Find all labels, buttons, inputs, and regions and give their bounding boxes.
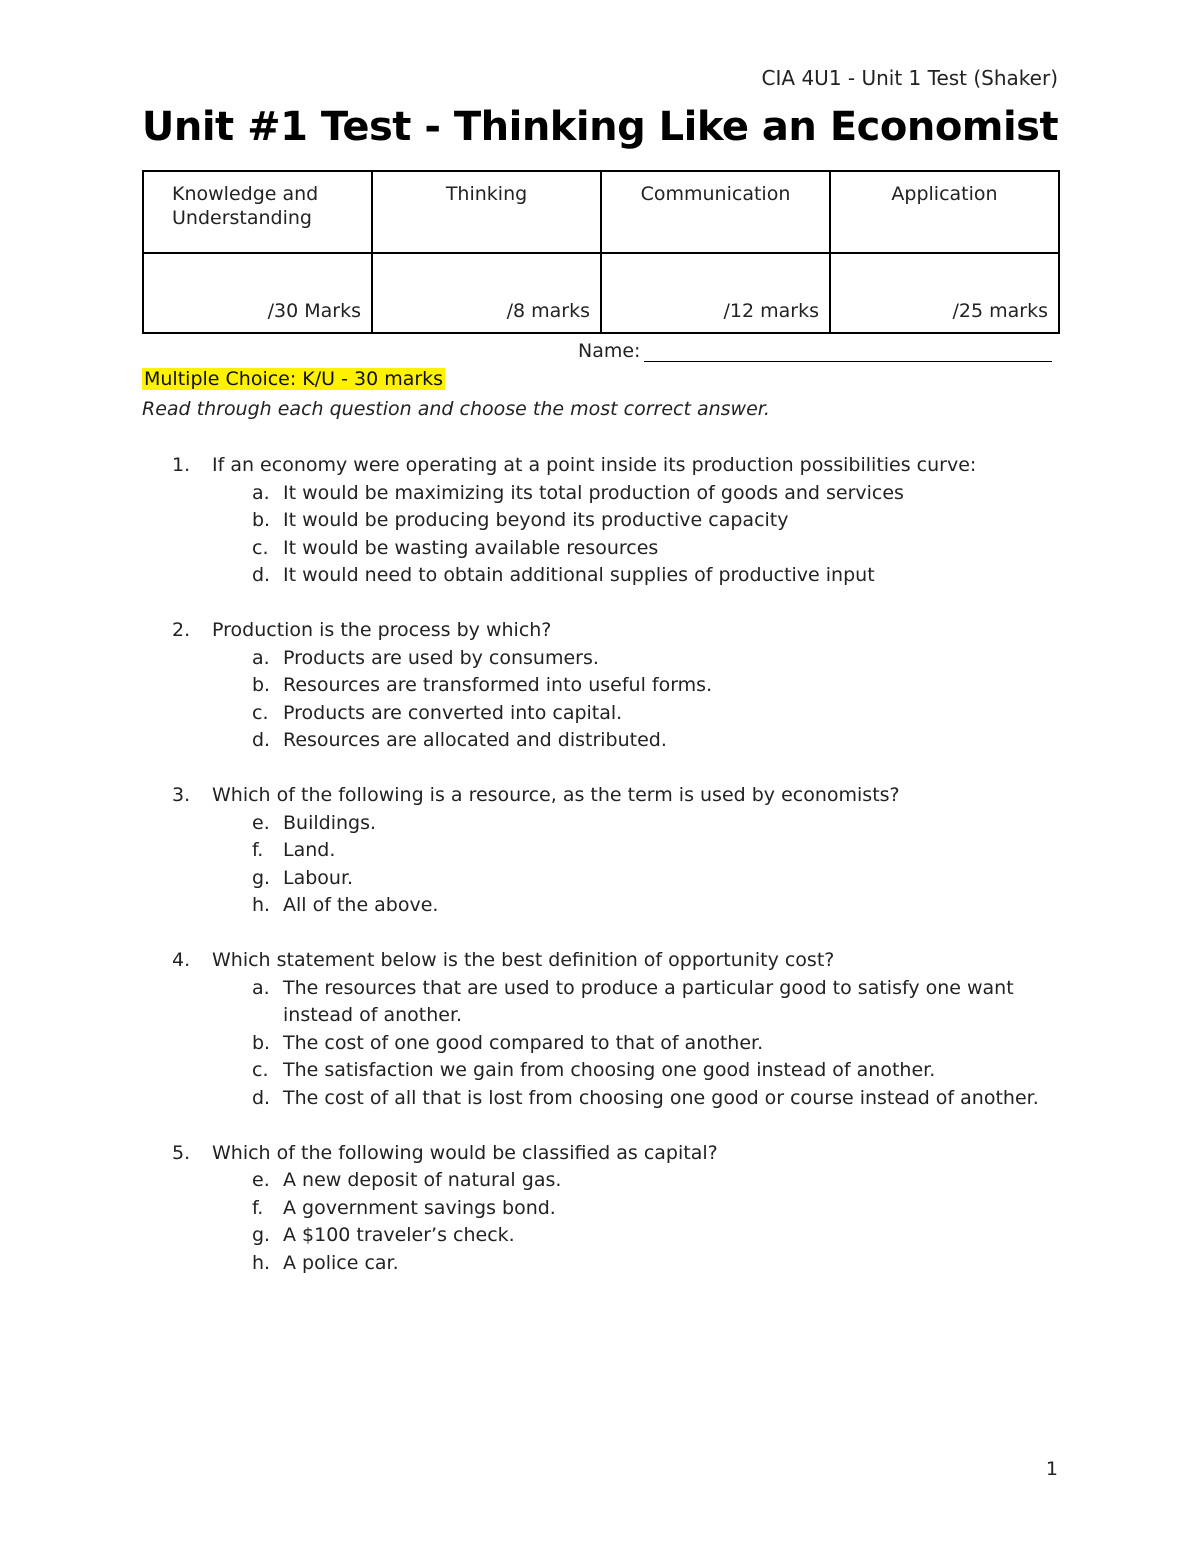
option-text: It would be wasting available resources bbox=[283, 536, 659, 559]
option-letter: d. bbox=[252, 564, 271, 586]
option-text: Land. bbox=[283, 839, 336, 861]
question-text: Which of the following would be classified as capital? bbox=[212, 1141, 718, 1164]
answer-option[interactable] bbox=[142, 672, 1072, 700]
marks-application: /25 marks bbox=[830, 253, 1059, 333]
option-text: It would need to obtain additional supplies of productive input bbox=[283, 564, 875, 586]
name-blank-line[interactable] bbox=[644, 341, 1052, 362]
option-letter: f. bbox=[252, 1196, 264, 1219]
answer-option[interactable] bbox=[142, 1167, 1072, 1195]
page-title: Unit #1 Test - Thinking Like an Economist bbox=[141, 104, 1059, 150]
category-communication: Communication bbox=[601, 171, 830, 253]
answer-option[interactable] bbox=[142, 975, 1072, 1030]
option-letter: b. bbox=[252, 1031, 271, 1054]
option-text: Buildings. bbox=[283, 811, 377, 834]
option-text: It would be producing beyond its productive capacity bbox=[283, 509, 789, 531]
question-item bbox=[142, 617, 1072, 755]
option-text: It would be maximizing its total production of goods and services bbox=[283, 481, 904, 504]
option-letter: a. bbox=[252, 481, 270, 504]
option-text: A new deposit of natural gas. bbox=[283, 1169, 562, 1191]
answer-option[interactable] bbox=[142, 507, 1072, 535]
question-item bbox=[142, 782, 1072, 920]
marks-thinking: /8 marks bbox=[372, 253, 601, 333]
question-text: Which of the following is a resource, as the term is used by economists? bbox=[212, 784, 900, 806]
question-item bbox=[142, 947, 1072, 1112]
marks-table-header-row bbox=[143, 171, 1059, 253]
option-letter: d. bbox=[252, 1086, 271, 1109]
question-number: 5. bbox=[172, 1141, 191, 1164]
option-letter: f. bbox=[252, 839, 264, 861]
question-stem bbox=[142, 947, 1072, 975]
option-letter: g. bbox=[252, 866, 271, 889]
option-text: A $100 traveler’s check. bbox=[283, 1224, 515, 1246]
answer-option[interactable] bbox=[142, 1222, 1072, 1250]
answer-option[interactable] bbox=[142, 480, 1072, 508]
option-letter: c. bbox=[252, 701, 269, 724]
answer-option[interactable] bbox=[142, 1195, 1072, 1223]
question-text: If an economy were operating at a point inside its production possibilities curve: bbox=[212, 454, 977, 476]
option-text: Products are used by consumers. bbox=[283, 646, 599, 669]
marks-communication: /12 marks bbox=[601, 253, 830, 333]
answer-option[interactable] bbox=[142, 1085, 1072, 1113]
answer-option[interactable] bbox=[142, 727, 1072, 755]
marks-table bbox=[142, 170, 1060, 334]
option-letter: b. bbox=[252, 509, 271, 531]
option-text: All of the above. bbox=[283, 894, 439, 916]
question-stem bbox=[142, 1140, 1072, 1168]
option-text: The cost of one good compared to that of another. bbox=[283, 1031, 764, 1054]
answer-option[interactable] bbox=[142, 892, 1072, 920]
question-number: 4. bbox=[172, 949, 191, 971]
question-stem bbox=[142, 617, 1072, 645]
option-letter: a. bbox=[252, 976, 270, 999]
option-text: The cost of all that is lost from choosing one good or course instead of another. bbox=[283, 1086, 1039, 1109]
question-list bbox=[142, 452, 1072, 1305]
answer-option[interactable] bbox=[142, 865, 1072, 893]
option-letter: h. bbox=[252, 894, 271, 916]
answer-option[interactable] bbox=[142, 645, 1072, 673]
question-item bbox=[142, 1140, 1072, 1278]
category-application: Application bbox=[830, 171, 1059, 253]
marks-table-values-row bbox=[143, 253, 1059, 333]
question-number: 2. bbox=[172, 619, 191, 641]
option-letter: a. bbox=[252, 646, 270, 669]
question-number: 1. bbox=[172, 454, 191, 476]
option-letter: c. bbox=[252, 1059, 269, 1081]
answer-option[interactable] bbox=[142, 535, 1072, 563]
instructions: Read through each question and choose the most correct answer. bbox=[142, 398, 770, 420]
option-letter: h. bbox=[252, 1251, 271, 1274]
question-text: Which statement below is the best definition of opportunity cost? bbox=[212, 949, 835, 971]
question-stem bbox=[142, 782, 1072, 810]
name-label: Name: bbox=[578, 340, 641, 362]
option-letter: b. bbox=[252, 674, 271, 696]
question-text: Production is the process by which? bbox=[212, 619, 552, 641]
answer-option[interactable] bbox=[142, 1057, 1072, 1085]
answer-option[interactable] bbox=[142, 810, 1072, 838]
name-field-row bbox=[578, 340, 1052, 362]
category-thinking: Thinking bbox=[372, 171, 601, 253]
question-stem bbox=[142, 452, 1072, 480]
option-letter: d. bbox=[252, 729, 271, 751]
section-heading: Multiple Choice: K/U - 30 marks bbox=[144, 368, 444, 390]
answer-option[interactable] bbox=[142, 1250, 1072, 1278]
question-number: 3. bbox=[172, 784, 191, 806]
marks-knowledge: /30 Marks bbox=[143, 253, 372, 333]
answer-option[interactable] bbox=[142, 700, 1072, 728]
question-item bbox=[142, 452, 1072, 590]
option-text: The satisfaction we gain from choosing one good instead of another. bbox=[283, 1059, 936, 1081]
answer-option[interactable] bbox=[142, 1030, 1072, 1058]
option-letter: c. bbox=[252, 536, 269, 559]
answer-option[interactable] bbox=[142, 562, 1072, 590]
option-text: Resources are transformed into useful forms. bbox=[283, 674, 713, 696]
option-text: Products are converted into capital. bbox=[283, 701, 623, 724]
course-header: CIA 4U1 - Unit 1 Test (Shaker) bbox=[761, 66, 1058, 90]
option-text: A government savings bond. bbox=[283, 1196, 556, 1219]
option-text: Labour. bbox=[283, 866, 354, 889]
option-letter: g. bbox=[252, 1224, 271, 1246]
option-letter: e. bbox=[252, 1169, 270, 1191]
option-text: The resources that are used to produce a particular good to satisfy one want instead of another. bbox=[283, 976, 1014, 1026]
answer-option[interactable] bbox=[142, 837, 1072, 865]
page-number: 1 bbox=[1045, 1458, 1058, 1480]
option-text: Resources are allocated and distributed. bbox=[283, 729, 667, 751]
option-text: A police car. bbox=[283, 1251, 399, 1274]
category-knowledge: Knowledge and Understanding bbox=[143, 171, 372, 253]
option-letter: e. bbox=[252, 811, 270, 834]
